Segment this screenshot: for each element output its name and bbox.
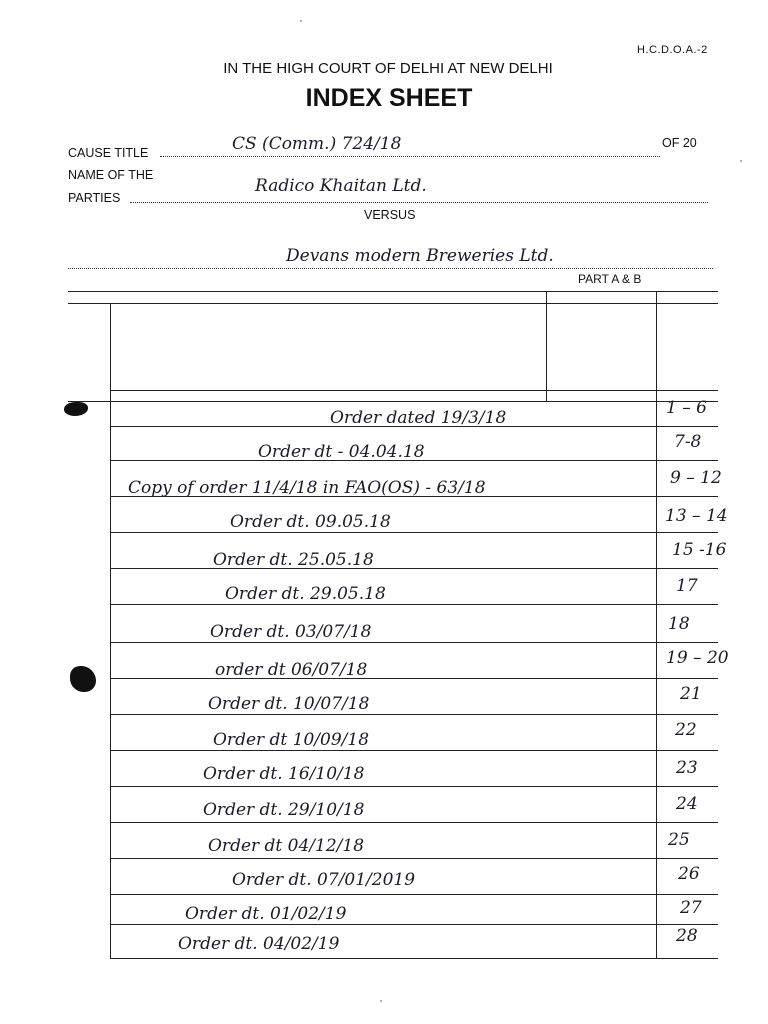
parties-label-line2: PARTIES — [68, 191, 121, 205]
court-title: IN THE HIGH COURT OF DELHI AT NEW DELHI — [223, 60, 553, 77]
of-year-label: OF 20 — [662, 136, 697, 150]
entry-pages: 18 — [668, 614, 690, 634]
table-header-bottom-border — [110, 390, 718, 391]
table-row-line — [110, 924, 718, 925]
entry-pages: 13 – 14 — [665, 506, 728, 526]
entry-pages: 1 – 6 — [666, 398, 707, 418]
party-one-dotted-line — [130, 202, 708, 203]
table-row-line — [110, 822, 718, 823]
entry-description: Order dt 04/12/18 — [208, 836, 365, 856]
entry-description: order dt 06/07/18 — [215, 660, 368, 680]
entry-description: Copy of order 11/4/18 in FAO(OS) - 63/18 — [128, 478, 486, 498]
table-row-line — [110, 532, 718, 533]
cause-title-label: CAUSE TITLE — [68, 146, 149, 160]
table-row-line — [110, 426, 718, 427]
cause-title-value: CS (Comm.) 724/18 — [232, 134, 402, 154]
entry-pages: 21 — [680, 684, 702, 704]
entry-description: Order dt. 16/10/18 — [203, 764, 365, 784]
table-row-line — [110, 460, 718, 461]
entry-pages: 19 – 20 — [666, 648, 729, 668]
scan-speck — [300, 20, 302, 22]
table-row-line — [110, 786, 718, 787]
scan-speck — [740, 160, 742, 162]
entry-pages: 26 — [678, 864, 700, 884]
entry-description: Order dt. 09.05.18 — [230, 512, 391, 532]
entry-description: Order dt. 10/07/18 — [208, 694, 370, 714]
scan-speck — [380, 1000, 382, 1002]
entry-pages: 17 — [676, 576, 698, 596]
entry-description: Order dt. 04/02/19 — [178, 934, 340, 954]
party-two-dotted-line — [68, 268, 713, 269]
entry-description: Order dt. 29/10/18 — [203, 800, 365, 820]
table-row-line — [110, 858, 718, 859]
table-header-border — [68, 303, 718, 304]
parties-label-line1: NAME OF THE — [68, 168, 154, 182]
table-row-line — [110, 678, 718, 679]
entry-description: Order dt. 03/07/18 — [210, 622, 372, 642]
entry-pages: 23 — [676, 758, 698, 778]
cause-title-dotted-line — [160, 156, 660, 157]
entry-description: Order dt - 04.04.18 — [258, 442, 425, 462]
table-row-line — [110, 496, 718, 497]
table-body-top-border — [68, 401, 718, 402]
table-row-line — [110, 568, 718, 569]
versus-label: VERSUS — [364, 208, 416, 222]
ink-blot-mark — [70, 666, 96, 692]
ink-blot-mark — [64, 402, 88, 416]
entry-pages: 28 — [676, 926, 698, 946]
table-top-border — [68, 291, 718, 292]
party-two-value: Devans modern Breweries Ltd. — [286, 246, 554, 266]
table-row-line — [110, 642, 718, 643]
table-row-line — [110, 714, 718, 715]
entry-pages: 15 -16 — [672, 540, 727, 560]
entry-description: Order dt. 07/01/2019 — [232, 870, 416, 890]
entry-description: Order dated 19/3/18 — [330, 408, 507, 428]
entry-pages: 7-8 — [674, 432, 702, 452]
table-row-line — [110, 958, 718, 959]
table-row-line — [110, 604, 718, 605]
table-row-line — [110, 750, 718, 751]
entry-pages: 25 — [668, 830, 690, 850]
index-sheet-title: INDEX SHEET — [305, 84, 473, 112]
entry-description: Order dt 10/09/18 — [213, 730, 370, 750]
entry-pages: 9 – 12 — [670, 468, 722, 488]
entry-description: Order dt. 29.05.18 — [225, 584, 386, 604]
form-code: H.C.D.O.A.-2 — [637, 44, 708, 56]
entry-pages: 24 — [676, 794, 698, 814]
party-one-value: Radico Khaitan Ltd. — [255, 176, 427, 196]
table-middle-column-border — [546, 291, 547, 402]
entry-pages: 27 — [680, 898, 702, 918]
entry-pages: 22 — [675, 720, 697, 740]
entry-description: Order dt. 25.05.18 — [213, 550, 374, 570]
entry-description: Order dt. 01/02/19 — [185, 904, 347, 924]
part-label: PART A & B — [578, 272, 642, 286]
table-row-line — [110, 894, 718, 895]
